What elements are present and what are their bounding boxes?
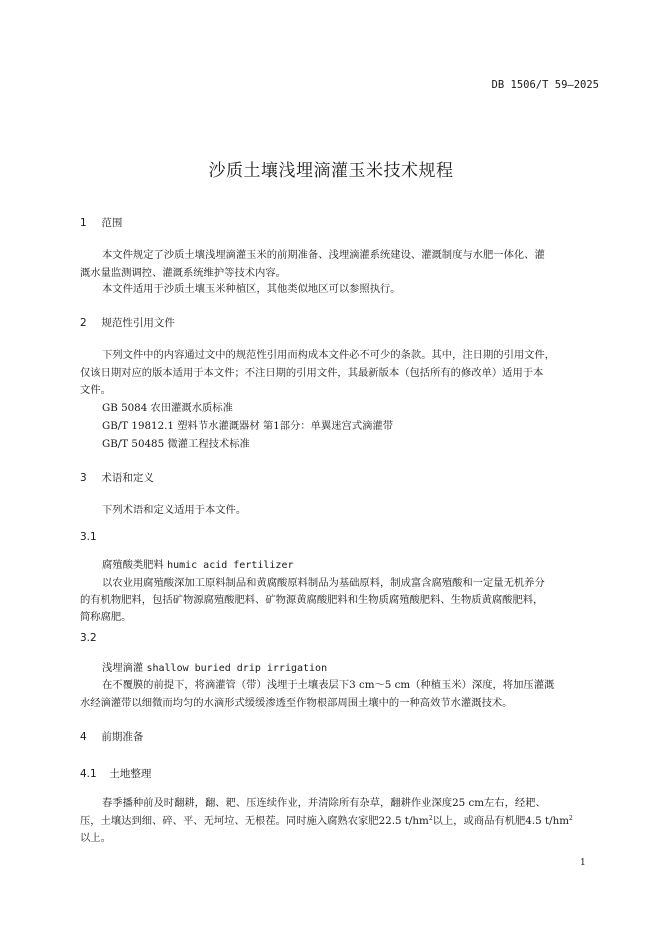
reference-item: GB 5084 农田灌溉水质标准 — [102, 402, 233, 414]
term-3-1-name — [102, 556, 294, 571]
section-3-heading — [80, 470, 154, 485]
document-number: DB 1506/T 59—2025 — [491, 79, 599, 91]
superscript: 2 — [568, 815, 573, 822]
section-title: 范围 — [101, 217, 123, 229]
paragraph-line — [80, 812, 573, 827]
term-3-2-number: 3.2 — [80, 632, 97, 644]
reference-item: GB/T 50485 微灌工程技术标准 — [102, 438, 250, 450]
page-number: 1 — [580, 858, 586, 868]
definition-line: 水经滴灌带以细微而均匀的水滴形式缓缓渗透至作物根部周围土壤中的一种高效节水灌溉技术。 — [80, 697, 513, 709]
term-cn: 浅埋滴灌 — [102, 662, 144, 674]
paragraph-line: 本文件规定了沙质土壤浅埋滴灌玉米的前期准备、浅埋滴灌系统建设、灌溉制度与水肥一体化、灌 — [102, 249, 545, 261]
section-number: 3 — [80, 472, 87, 484]
section-4-1-heading — [80, 766, 151, 781]
paragraph-line: 下列文件中的内容通过文中的规范性引用而构成本文件必不可少的条款。其中，注日期的引用文件， — [102, 349, 556, 361]
text-run: 以上，或商品有机肥4.5 t/hm — [432, 815, 569, 827]
paragraph-line: 以上。 — [80, 832, 111, 844]
definition-line: 在不覆膜的前提下，将滴灌管（带）浅埋于土壤表层下3 cm～5 cm（种植玉米）深度，将加压灌溉 — [102, 679, 555, 691]
paragraph-line: 春季播种前及时翻耕，翻、耙、压连续作业，并清除所有杂草，翻耕作业深度25 cm左右，经耙、 — [102, 797, 546, 809]
paragraph-line: 文件。 — [80, 384, 111, 396]
text-run: 压，土壤达到细、碎、平、无坷垃、无根茬。同时施入腐熟农家肥22.5 t/hm — [80, 815, 429, 827]
section-1-heading — [80, 215, 122, 230]
section-title: 规范性引用文件 — [101, 317, 175, 329]
term-3-1-number: 3.1 — [80, 531, 97, 543]
paragraph-line: 本文件适用于沙质土壤玉米种植区，其他类似地区可以参照执行。 — [102, 283, 401, 295]
section-title: 前期准备 — [101, 731, 144, 743]
term-en: shallow buried drip irrigation — [146, 663, 328, 674]
subsection-number: 4.1 — [80, 768, 97, 780]
paragraph-line: 溉水量监测调控、灌溉系统维护等技术内容。 — [80, 267, 286, 279]
term-3-2-name — [102, 659, 327, 674]
definition-line: 以农业用腐殖酸深加工原料制品和黄腐酸原料制品为基础原料，制成富含腐殖酸和一定量无机养分 — [102, 577, 545, 589]
reference-item: GB/T 19812.1 塑料节水灌溉器材 第1部分：单翼迷宫式滴灌带 — [102, 420, 394, 432]
paragraph-line: 仅该日期对应的版本适用于本文件；不注日期的引用文件，其最新版本（包括所有的修改单）适用于本 — [80, 367, 544, 379]
definition-line: 的有机物肥料，包括矿物源腐殖酸肥料、矿物源黄腐酸肥料和生物质腐殖酸肥料、生物质黄腐酸肥料， — [80, 594, 544, 606]
section-number: 2 — [80, 317, 87, 329]
subsection-title: 土地整理 — [109, 768, 152, 780]
paragraph-line: 下列术语和定义适用于本文件。 — [102, 504, 247, 516]
document-title: 沙质土壤浅埋滴灌玉米技术规程 — [208, 161, 454, 181]
superscript: 2 — [428, 815, 433, 822]
section-number: 4 — [80, 731, 87, 743]
term-en: humic acid fertilizer — [167, 560, 294, 571]
section-2-heading — [80, 315, 175, 330]
section-title: 术语和定义 — [101, 472, 154, 484]
definition-line: 简称腐肥。 — [80, 611, 132, 623]
section-4-heading — [80, 729, 143, 744]
section-number: 1 — [80, 217, 87, 229]
term-cn: 腐殖酸类肥料 — [102, 559, 164, 571]
